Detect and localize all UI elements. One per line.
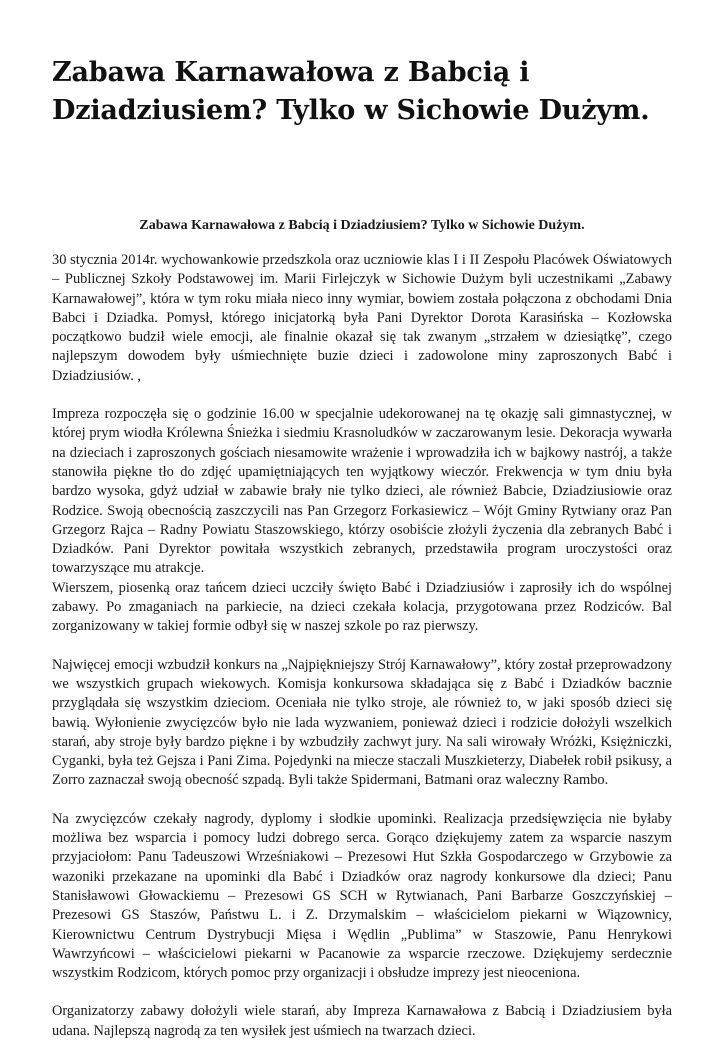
paragraph-text: Na zwycięzców czekały nagrody, dyplomy i słodkie upominki. Realizacja przedsięwzięcia nie byłaby możliwa bez wsparcia i pomocy ludzi dobrego serca. Gorąco dziękujemy zatem za wsparcie naszym przyjaciołom: Panu Tadeuszowi Wrześniakowi – Prezesowi Hut Szkła Gospodarczego w Grzybowie za wazoniki przekazane na upominki dla Babć i Dziadków oraz nagrody konkursowe dla dzieci; Panu Stanisławowi Głowackiemu – Prezesowi GS SCH w Rytwianach, Pani Barbarze Goszczyńskiej – Prezesowi GS Staszów, Państwu L. i Z. Drzymalskim – właścicielom piekarni w Wiązownicy, Kierownictwu Centrum Dystrybucji Mięsa i Wędlin „Publima” w Staszowie, Panu Henrykowi Wawrzyńcowi – właścicielowi piekarni w Pacanowie za wsparcie rzeczowe. Dziękujemy serdecznie wszystkim Rodzicom, których pomoc przy organizacji i obsłudze imprezy jest nieoceniona. (52, 810, 672, 982)
paragraph-text: Organizatorzy zabawy dołożyli wiele starań, aby Impreza Karnawałowa z Babcią i Dziadziusiem była udana. Najlepszą nagrodą za ten wysiłek jest uśmiech na twarzach dzieci. (52, 1003, 672, 1039)
paragraph-text: Najwięcej emocji wzbudził konkurs na „Najpiękniejszy Strój Karnawałowy”, który został przeprowadzony we wszystkich grupach wiekowych. Komisja konkursowa składająca się z Babć i Dziadków bacznie przyglądała się wszystkim dzieciom. Oceniała nie tylko stroje, ale również to, w jaki sposób dzieci się bawią. Wyłonienie zwycięzców było nie lada wyzwaniem, ponieważ dzieci i rodzicie dołożyli wszelkich starań, aby stroje były bardzo piękne i by wzbudziły zachwyt jury. Na sali wirowały Wróżki, Księżniczki, Cyganki, była też Gejsza i Pani Zima. Pojedynki na miecze staczali Muszkieterzy, Diabełek robił psikusy, a Zorro zaznaczał swoją obecność szpadą. Byli także Spidermani, Batmani oraz waleczny Rambo. (52, 656, 672, 789)
paragraph-3 (52, 656, 672, 791)
article-subtitle: Zabawa Karnawałowa z Babcią i Dziadziusiem? Tylko w Sichowie Dużym. (139, 218, 585, 233)
paragraph-4 (52, 810, 672, 984)
paragraph-text: Wierszem, piosenką oraz tańcem dzieci uczciły święto Babć i Dziadziusiów i zaprosiły ich do wspólnej zabawy. Po zmaganiach na parkiecie, na dzieci czekała kolacja, przygotowana przez Rodziców. Bal zorganizowany w takiej formie odbył się w naszej szkole po raz pierwszy. (52, 579, 672, 635)
document-page (52, 54, 672, 1060)
paragraph-2 (52, 405, 672, 637)
paragraph-text: Impreza rozpoczęła się o godzinie 16.00 w specjalnie udekorowanej na tę okazję sali gimnastycznej, w której prym wiodła Królewna Śnieżka i siedmiu Krasnoludków w zaczarowanym lesie. Dekoracja wywarła na dzieciach i zaproszonych gościach niesamowite wrażenie i wprowadziła ich w bajkowy nastrój, a także stanowiła piękne tło do zdjęć upamiętniających ten wyjątkowy wieczór. Frekwencja w tym dniu była bardzo wysoka, gdyż udział w zabawie brały nie tylko dzieci, ale również Babcie, Dziadziusiowie oraz Rodzice. Swoją obecnością zaszczycili nas Pan Grzegorz Forkasiewicz – Wójt Gminy Rytwiany oraz Pan Grzegorz Rajca – Radny Powiatu Staszowskiego, którzy osobiście złożyli życzenia dla zebranych Babć i Dziadków. Pani Dyrektor powitała wszystkich zebranych, przedstawiła program uroczystości oraz towarzyszące mu atrakcje. (52, 406, 672, 577)
paragraph-5 (52, 1002, 672, 1041)
paragraph-text: 30 stycznia 2014r. wychowankowie przedszkola oraz uczniowie klas I i II Zespołu Placówek Oświatowych – Publicznej Szkoły Podstawowej im. Marii Firlejczyk w Sichowie Dużym byli uczestnikami „Zabawy Karnawałowej”, która w tym roku miała nieco inny wymiar, bowiem została połączona z obchodami Dnia Babci i Dziadka. Pomysł, którego inicjatorką była Pani Dyrektor Dorota Karasińska – Kozłowska początkowo budził wiele emocji, ale finalnie okazał się tak zwanym „strzałem w dziesiątkę”, czego najlepszym dowodem były uśmiechnięte buzie dzieci i zadowolone miny zaproszonych Babć i Dziadziusiów. , (52, 252, 672, 384)
page-title: Zabawa Karnawałowa z Babcią i Dziadziusiem? Tylko w Sichowie Dużym. (52, 57, 650, 126)
paragraph-1 (52, 251, 672, 386)
